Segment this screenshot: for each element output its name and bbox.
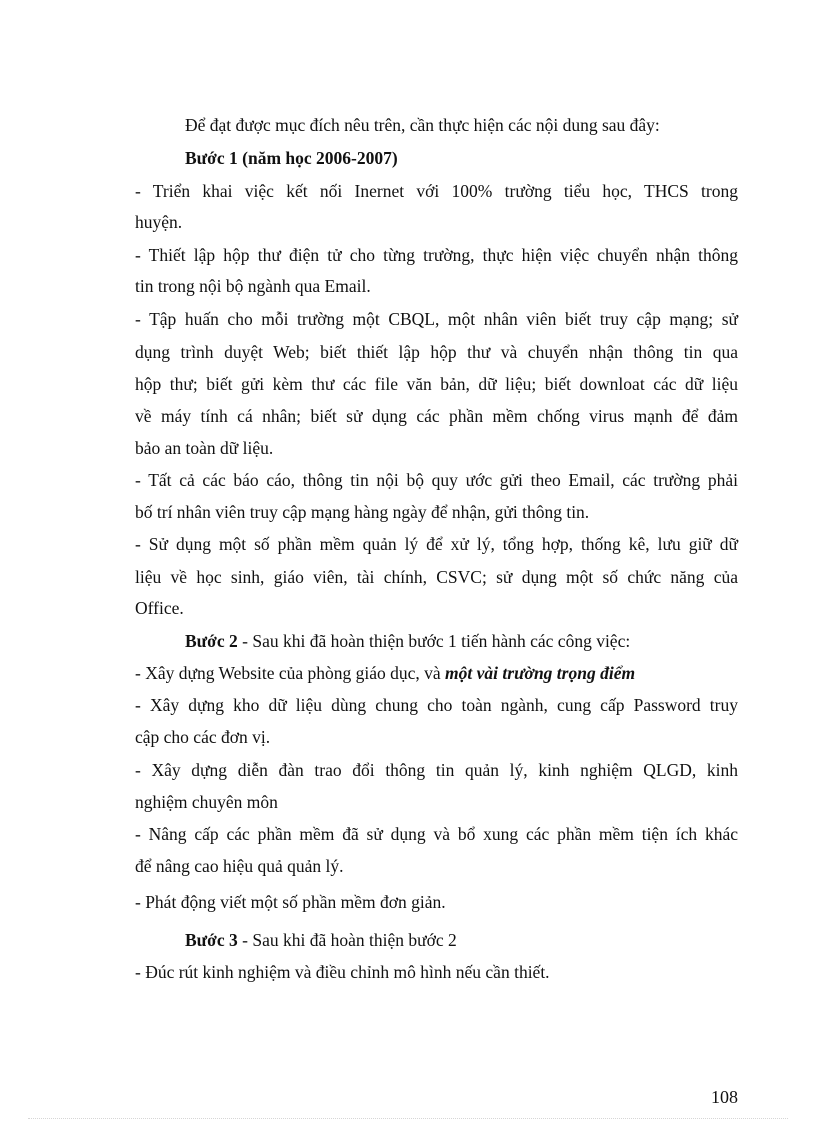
step1-line: dụng trình duyệt Web; biết thiết lập hộp thư và chuyển nhận thông tin qua [135,342,738,362]
step2-line: - Xây dựng diễn đàn trao đổi thông tin quản lý, kinh nghiệm QLGD, kinh [135,760,738,780]
step2-line: để nâng cao hiệu quả quản lý. [135,856,344,876]
step1-line: bố trí nhân viên truy cập mạng hàng ngày để nhận, gửi thông tin. [135,502,590,522]
step1-heading: Bước 1 (năm học 2006-2007) [185,148,398,168]
step1-line: Office. [135,598,184,618]
step1-line: bảo an toàn dữ liệu. [135,438,274,458]
step2-intro-text: - Sau khi đã hoàn thiện bước 1 tiến hành các công việc: [237,631,631,651]
step1-line: hộp thư; biết gửi kèm thư các file văn bản, dữ liệu; biết downloat các dữ liệu [135,374,738,394]
footer-divider [28,1118,788,1119]
step1-line: huyện. [135,212,183,232]
step1-line: tin trong nội bộ ngành qua Email. [135,276,371,296]
step2-line: - Phát động viết một số phần mềm đơn giản. [135,892,446,912]
step1-line: - Triển khai việc kết nối Inernet với 100% trường tiểu học, THCS trong [135,181,738,201]
step3-line: - Đúc rút kinh nghiệm và điều chỉnh mô hình nếu cần thiết. [135,962,550,982]
step3-intro-text: - Sau khi đã hoàn thiện bước 2 [237,930,457,950]
step2-line-prefix: - Xây dựng Website của phòng giáo dục, và [135,663,446,683]
step2-label: Bước 2 [185,631,238,651]
step1-line: về máy tính cá nhân; biết sử dụng các phần mềm chống virus mạnh để đảm [135,406,738,426]
step2-emphasis: một vài trường trọng điểm [445,663,636,683]
step1-line: - Tất cả các báo cáo, thông tin nội bộ quy ước gửi theo Email, các trường phải [135,470,738,490]
step3-label: Bước 3 [185,930,238,950]
step3-heading [185,928,745,952]
step2-line: nghiệm chuyên môn [135,792,278,812]
intro-paragraph: Để đạt được mục đích nêu trên, cần thực hiện các nội dung sau đây: [185,115,660,135]
step2-heading [185,629,745,653]
step1-line: - Thiết lập hộp thư điện tử cho từng trường, thực hiện việc chuyển nhận thông [135,245,738,265]
step2-line: - Xây dựng kho dữ liệu dùng chung cho toàn ngành, cung cấp Password truy [135,695,738,715]
step1-line: - Sử dụng một số phần mềm quản lý để xử lý, tổng hợp, thống kê, lưu giữ dữ [135,534,738,554]
step2-line: - Nâng cấp các phần mềm đã sử dụng và bổ xung các phần mềm tiện ích khác [135,824,738,844]
step1-line: liệu về học sinh, giáo viên, tài chính, CSVC; sử dụng một số chức năng của [135,567,738,587]
step2-line [135,661,738,685]
step2-line: cập cho các đơn vị. [135,727,271,747]
step1-line: - Tập huấn cho mỗi trường một CBQL, một nhân viên biết truy cập mạng; sử [135,309,738,329]
page-number: 108 [711,1087,738,1107]
